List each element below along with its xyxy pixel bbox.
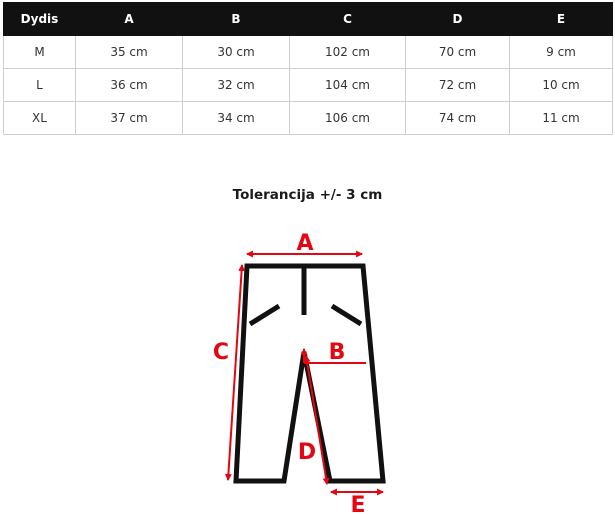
label-d: D bbox=[297, 440, 317, 465]
cell-c: 102 cm bbox=[290, 36, 406, 69]
header-e: E bbox=[510, 3, 613, 36]
cell-e: 10 cm bbox=[510, 69, 613, 102]
cell-d: 74 cm bbox=[406, 102, 510, 135]
tolerance-note: Tolerancija +/- 3 cm bbox=[232, 187, 383, 203]
label-b: B bbox=[328, 340, 346, 365]
header-b: B bbox=[183, 3, 290, 36]
right-pocket bbox=[332, 306, 361, 324]
label-a: A bbox=[296, 231, 314, 256]
cell-e: 9 cm bbox=[510, 36, 613, 69]
cell-a: 37 cm bbox=[76, 102, 183, 135]
cell-d: 70 cm bbox=[406, 36, 510, 69]
cell-a: 36 cm bbox=[76, 69, 183, 102]
cell-size: M bbox=[4, 36, 76, 69]
cell-c: 104 cm bbox=[290, 69, 406, 102]
label-c: C bbox=[212, 340, 230, 365]
header-c: C bbox=[290, 3, 406, 36]
cell-a: 35 cm bbox=[76, 36, 183, 69]
cell-size: L bbox=[4, 69, 76, 102]
cell-size: XL bbox=[4, 102, 76, 135]
cell-d: 72 cm bbox=[406, 69, 510, 102]
header-d: D bbox=[406, 3, 510, 36]
left-pocket bbox=[250, 306, 279, 324]
cell-b: 34 cm bbox=[183, 102, 290, 135]
cell-e: 11 cm bbox=[510, 102, 613, 135]
header-size: Dydis bbox=[4, 3, 76, 36]
label-e: E bbox=[350, 493, 366, 515]
cell-b: 30 cm bbox=[183, 36, 290, 69]
cell-c: 106 cm bbox=[290, 102, 406, 135]
header-a: A bbox=[76, 3, 183, 36]
cell-b: 32 cm bbox=[183, 69, 290, 102]
